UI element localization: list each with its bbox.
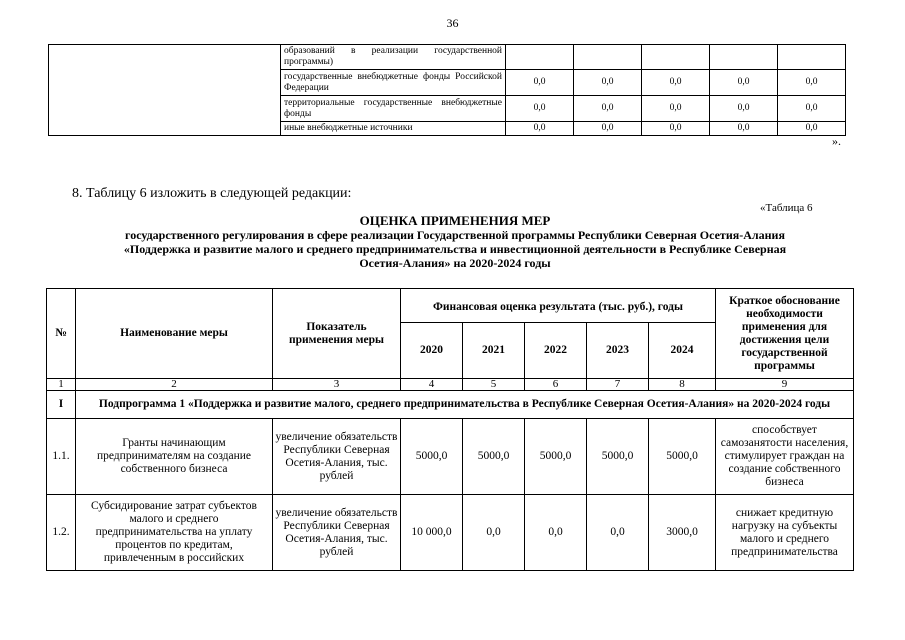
- header-year: 2022: [525, 323, 587, 379]
- value-cell: 0,0: [642, 122, 710, 136]
- value-cell: [642, 45, 710, 70]
- title-line: «Поддержка и развитие малого и среднего предпринимательства и инвестиционной деятельности в Республике Северная: [123, 242, 787, 256]
- value-cell: 5000,0: [525, 419, 587, 495]
- value-cell: 0,0: [642, 70, 710, 96]
- justification: снижает кредитную нагрузку на субъекты малого и среднего предпринимательства: [716, 495, 854, 571]
- value-cell: 5000,0: [649, 419, 716, 495]
- value-cell: 5000,0: [401, 419, 463, 495]
- title-line: Осетия-Алания» на 2020-2024 годы: [359, 256, 551, 270]
- index-cell: 8: [649, 379, 716, 391]
- subprogram-title: Подпрограмма 1 «Поддержка и развитие малого, среднего предпринимательства в Республике Северная Осетия-Алания» на 2020-2024 годы: [76, 391, 854, 419]
- source-label: территориальные государственные внебюджетные фонды: [281, 96, 506, 122]
- value-cell: 0,0: [587, 495, 649, 571]
- value-cell: 0,0: [778, 70, 846, 96]
- index-cell: 2: [76, 379, 273, 391]
- index-row: [47, 379, 854, 391]
- value-cell: 0,0: [506, 96, 574, 122]
- measures-table: [46, 288, 854, 571]
- value-cell: 5000,0: [587, 419, 649, 495]
- header-num: №: [47, 289, 76, 379]
- measure-name: Гранты начинающим предпринимателям на создание собственного бизнеса: [76, 419, 273, 495]
- value-cell: 0,0: [463, 495, 525, 571]
- value-cell: 0,0: [574, 96, 642, 122]
- justification: способствует самозанятости населения, стимулирует граждан на создание собственного бизнеса: [716, 419, 854, 495]
- title-line: ОЦЕНКА ПРИМЕНЕНИЯ МЕР: [359, 213, 551, 228]
- source-label: иные внебюджетные источники: [281, 122, 506, 136]
- index-cell: 1: [47, 379, 76, 391]
- indicator: увеличение обязательств Республики Северная Осетия-Алания, тыс. рублей: [273, 419, 401, 495]
- value-cell: 0,0: [506, 122, 574, 136]
- empty-cell: [49, 45, 281, 136]
- amendment-paragraph: 8. Таблицу 6 изложить в следующей редакции:: [72, 186, 352, 201]
- value-cell: 0,0: [778, 122, 846, 136]
- header-row: [47, 289, 854, 323]
- closing-quote: ».: [832, 134, 841, 148]
- index-cell: 9: [716, 379, 854, 391]
- header-year: 2024: [649, 323, 716, 379]
- value-cell: 0,0: [574, 70, 642, 96]
- continuation-table: [48, 44, 846, 136]
- index-cell: 7: [587, 379, 649, 391]
- subprogram-num: I: [47, 391, 76, 419]
- header-year: 2023: [587, 323, 649, 379]
- value-cell: 3000,0: [649, 495, 716, 571]
- index-cell: 4: [401, 379, 463, 391]
- header-justification: Краткое обоснование необходимости применения для достижения цели государственной программы: [716, 289, 854, 379]
- source-label: образований в реализации государственной программы): [281, 45, 506, 70]
- row-num: 1.1.: [47, 419, 76, 495]
- title-line: государственного регулирования в сфере реализации Государственной программы Республики Северная Осетия-Алания: [125, 228, 785, 242]
- index-cell: 3: [273, 379, 401, 391]
- header-year: 2021: [463, 323, 525, 379]
- table-row: [49, 45, 846, 70]
- row-num: 1.2.: [47, 495, 76, 571]
- header-measure-name: Наименование меры: [76, 289, 273, 379]
- value-cell: 0,0: [710, 122, 778, 136]
- value-cell: 0,0: [710, 96, 778, 122]
- measure-name: Субсидирование затрат субъектов малого и среднего предпринимательства на уплату процентов по кредитам, привлеченным в российских: [76, 495, 273, 571]
- value-cell: 0,0: [506, 70, 574, 96]
- value-cell: 5000,0: [463, 419, 525, 495]
- value-cell: [506, 45, 574, 70]
- value-cell: 0,0: [642, 96, 710, 122]
- value-cell: 0,0: [525, 495, 587, 571]
- header-indicator: Показатель применения меры: [273, 289, 401, 379]
- value-cell: 0,0: [574, 122, 642, 136]
- table-caption: «Таблица 6: [760, 202, 813, 214]
- header-year: 2020: [401, 323, 463, 379]
- table-row: [47, 495, 854, 571]
- header-financial: Финансовая оценка результата (тыс. руб.), годы: [401, 289, 716, 323]
- value-cell: [574, 45, 642, 70]
- indicator: увеличение обязательств Республики Северная Осетия-Алания, тыс. рублей: [273, 495, 401, 571]
- index-cell: 5: [463, 379, 525, 391]
- value-cell: 0,0: [710, 70, 778, 96]
- value-cell: [778, 45, 846, 70]
- table-title: [60, 214, 850, 270]
- page-number: 36: [446, 16, 459, 30]
- value-cell: 0,0: [778, 96, 846, 122]
- source-label: государственные внебюджетные фонды Российской Федерации: [281, 70, 506, 96]
- value-cell: 10 000,0: [401, 495, 463, 571]
- subprogram-row: [47, 391, 854, 419]
- value-cell: [710, 45, 778, 70]
- table-row: [47, 419, 854, 495]
- index-cell: 6: [525, 379, 587, 391]
